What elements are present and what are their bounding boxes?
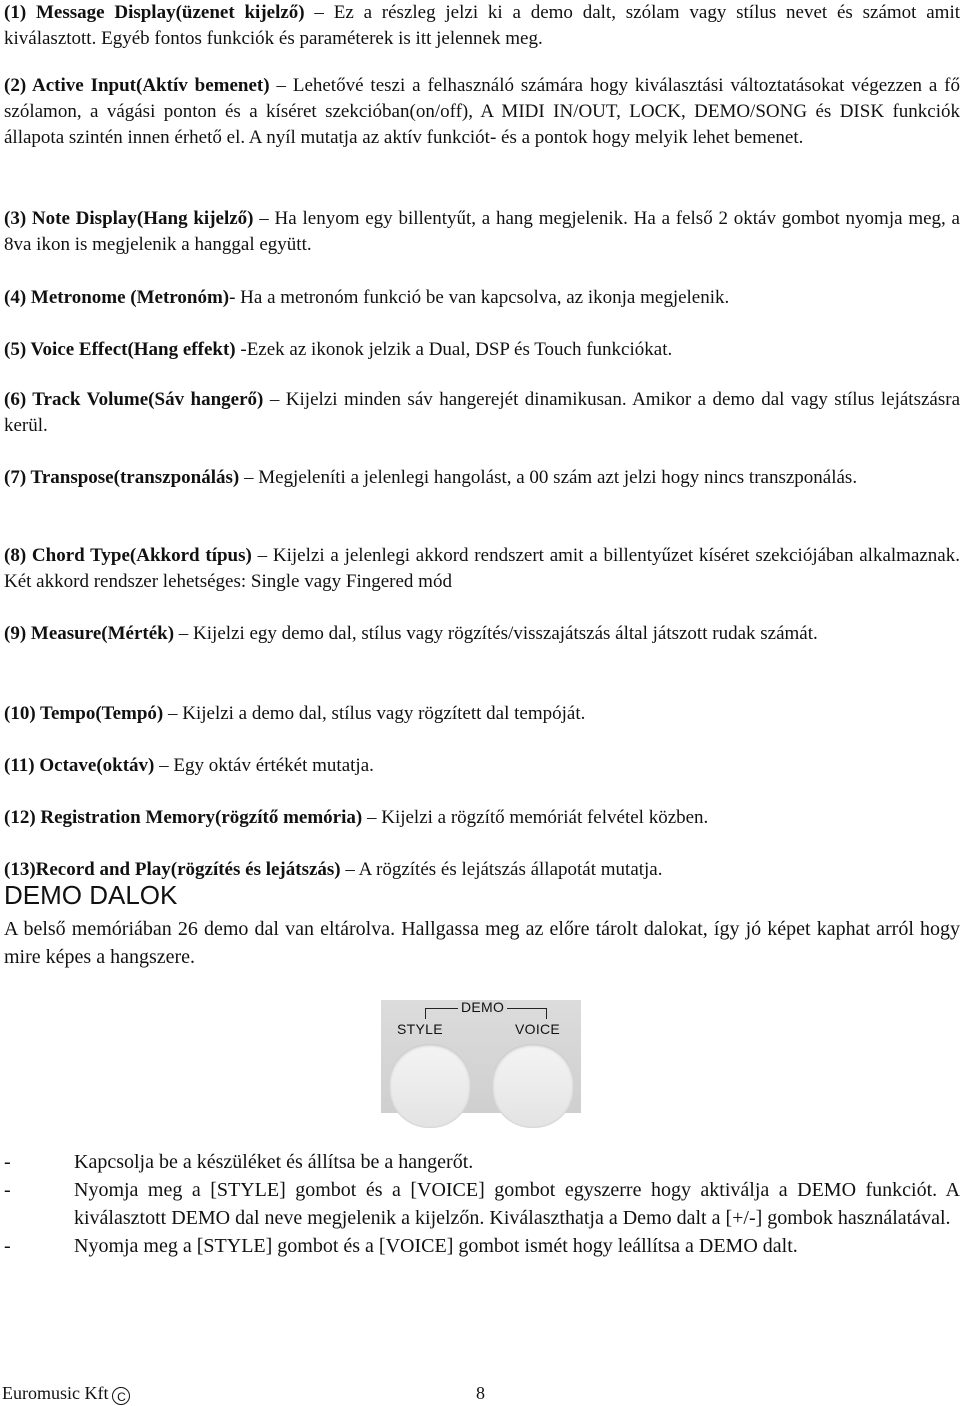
- item-8-label: (8) Chord Type(Akkord típus): [4, 545, 252, 566]
- item-13-text: – A rögzítés és lejátszás állapotát mutatja.: [340, 859, 663, 880]
- item-6-text: – Kijelzi minden sáv hangerejét dinamikusan. Amikor a demo dal vagy stílus lejátszásra kerül.: [4, 389, 960, 436]
- item-5: [4, 337, 672, 363]
- item-5-label: (5) Voice Effect(Hang effekt): [4, 339, 236, 360]
- item-7: [4, 465, 857, 491]
- item-12-label: (12) Registration Memory(rögzítő memória): [4, 807, 363, 828]
- item-2-text: – Lehetővé teszi a felhasználó számára hogy kiválasztási változtatásokat végezzen a fő szólamon, a vágási ponton és a kíséret szekcióban(on/off), A MIDI IN/OUT, LOCK, DEMO/SONG és DISK funkciók állapota szintén innen érhető el. A nyíl mutatja az aktív funkciót- és a pontok hogy melyik lehet bemenet.: [4, 75, 960, 148]
- step-text: Kapcsolja be a készüléket és állítsa be a hangerőt.: [74, 1151, 474, 1173]
- step-item: [4, 1232, 960, 1260]
- step-item: [4, 1148, 960, 1176]
- item-4-text: - Ha a metronóm funkció be van kapcsolva, az ikonja megjelenik.: [229, 287, 730, 308]
- item-7-label: (7) Transpose(transzponálás): [4, 467, 240, 488]
- item-1: [4, 0, 960, 52]
- item-10-label: (10) Tempo(Tempó): [4, 703, 164, 724]
- item-5-text: -Ezek az ikonok jelzik a Dual, DSP és Touch funkciókat.: [235, 339, 673, 360]
- item-1-label: (1) Message Display(üzenet kijelző): [4, 2, 305, 23]
- step-dash: -: [4, 1179, 11, 1201]
- item-13-label: (13)Record and Play(rögzítés és lejátszás): [4, 859, 341, 880]
- voice-label: VOICE: [515, 1021, 561, 1037]
- page-footer: [2, 1383, 602, 1405]
- page-number: 8: [476, 1383, 485, 1403]
- step-text: Nyomja meg a [STYLE] gombot és a [VOICE] gombot egyszerre hogy aktiválja a DEMO funkciót. A kiválasztott DEMO dal neve megjelenik a kijelzőn. Kiválaszthatja a Demo dalt a [+/-] gombok használatával.: [74, 1179, 960, 1229]
- item-11-label: (11) Octave(oktáv): [4, 755, 155, 776]
- item-3: [4, 206, 960, 258]
- copyright-icon: C: [112, 1387, 130, 1405]
- item-12: [4, 805, 708, 831]
- item-11-text: – Egy oktáv értékét mutatja.: [154, 755, 374, 776]
- style-label: STYLE: [397, 1021, 443, 1037]
- item-8-text: – Kijelzi a jelenlegi akkord rendszert amit a billentyűzet kíséret szekciójában alkalmaznak. Két akkord rendszer lehetséges: Single vagy Fingered mód: [4, 545, 960, 592]
- item-4-label: (4) Metronome (Metronóm): [4, 287, 230, 308]
- step-dash: -: [4, 1235, 11, 1257]
- item-3-label: (3) Note Display(Hang kijelző): [4, 208, 254, 229]
- step-text: Nyomja meg a [STYLE] gombot és a [VOICE] gombot ismét hogy leállítsa a DEMO dalt.: [74, 1235, 798, 1257]
- item-3-text: – Ha lenyom egy billentyűt, a hang megjelenik. Ha a felső 2 oktáv gombot nyomja meg, a 8va ikon is megjelenik a hanggal együtt.: [4, 208, 960, 255]
- step-item: [4, 1176, 960, 1232]
- item-4: [4, 285, 729, 311]
- item-2: [4, 73, 960, 151]
- section-intro: A belső memóriában 26 demo dal van eltárolva. Hallgassa meg az előre tárolt dalokat, így jó képet kaphat arról hogy mire képes a hangszere.: [4, 918, 960, 968]
- style-button: [389, 1044, 471, 1128]
- item-8: [4, 543, 960, 595]
- item-9: [4, 621, 818, 647]
- item-6-label: (6) Track Volume(Sáv hangerő): [4, 389, 264, 410]
- step-dash: -: [4, 1151, 11, 1173]
- item-1-text: – Ez a részleg jelzi ki a demo dalt, szólam vagy stílus nevet és számot amit kiválasztott. Egyéb fontos funkciók és paraméterek is itt jelennek meg.: [4, 2, 960, 49]
- item-12-text: – Kijelzi a rögzítő memóriát felvétel közben.: [362, 807, 709, 828]
- section-title: DEMO DALOK: [4, 880, 178, 910]
- item-9-label: (9) Measure(Mérték): [4, 623, 175, 644]
- demo-label: DEMO: [458, 1000, 507, 1014]
- demo-button-panel-image: [381, 1000, 581, 1113]
- item-9-text: – Kijelzi egy demo dal, stílus vagy rögzítés/visszajátszás által játszott rudak számát.: [174, 623, 818, 644]
- steps-list: [4, 1148, 960, 1260]
- item-6: [4, 387, 960, 439]
- item-11: [4, 753, 374, 779]
- footer-company: Euromusic Kft: [2, 1383, 109, 1403]
- item-10-text: – Kijelzi a demo dal, stílus vagy rögzített dal tempóját.: [163, 703, 586, 724]
- item-10: [4, 701, 585, 727]
- voice-button: [492, 1044, 574, 1128]
- item-2-label: (2) Active Input(Aktív bemenet): [4, 75, 270, 96]
- item-7-text: – Megjeleníti a jelenlegi hangolást, a 00 szám azt jelzi hogy nincs transzponálás.: [239, 467, 858, 488]
